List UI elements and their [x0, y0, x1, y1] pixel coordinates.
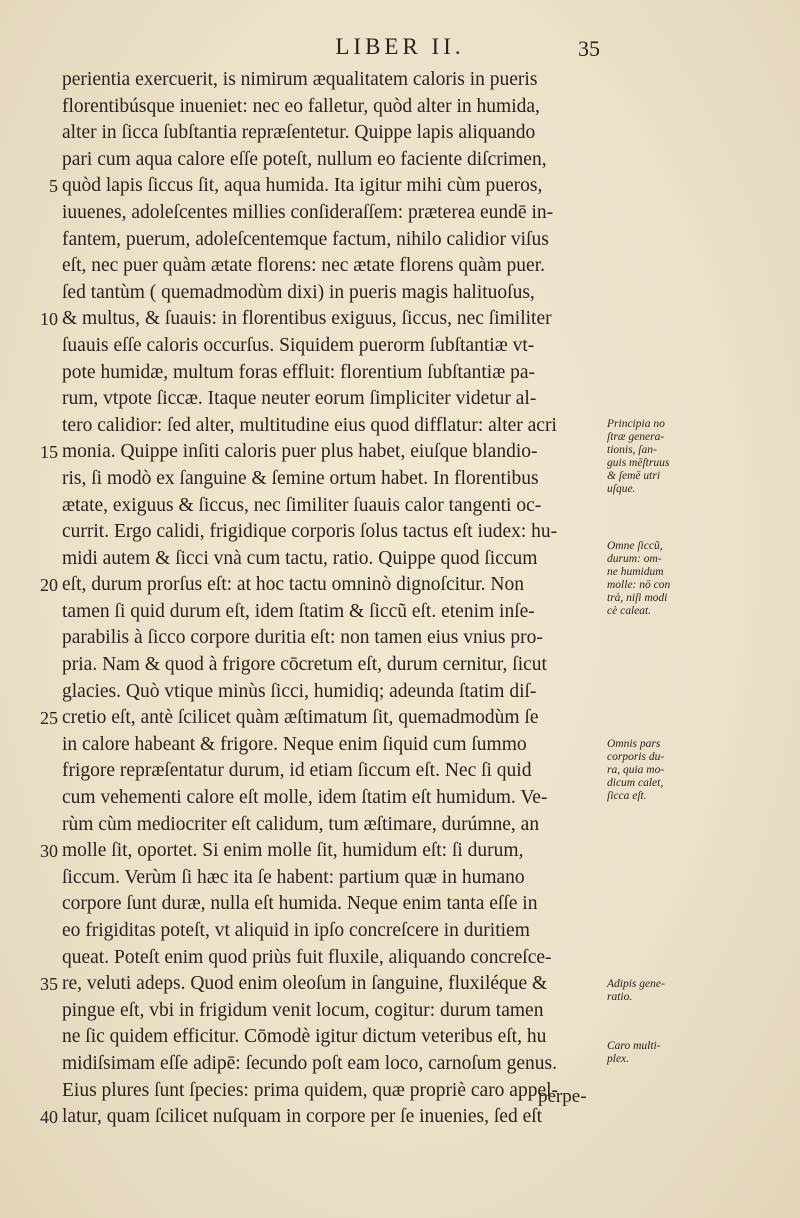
line-text: cum vehementi calore eſt molle, idem ſtatim eſt humidum. Ve-: [62, 787, 548, 809]
line-text: pote humidæ, multum foras effluit: florentium ſubſtantiæ pa-: [62, 361, 535, 383]
text-line: [62, 466, 602, 493]
margin-note: Omnis pars corporis du- ra, quia mo- dicum calet, ſicca eſt.: [607, 738, 665, 802]
line-text: corpore ſunt duræ, nulla eſt humida. Neque enim tanta eſſe in: [62, 893, 538, 915]
text-line: [62, 386, 602, 413]
page-number: 35: [578, 36, 600, 61]
line-text: alter in ſicca ſubſtantia repræſentetur. Quippe lapis aliquando: [62, 122, 536, 144]
text-line: [62, 998, 602, 1025]
line-number: 40: [40, 1107, 58, 1128]
text-line: [62, 67, 602, 94]
line-text: re, veluti adeps. Quod enim oleoſum in ſanguine, fluxiléque &: [62, 973, 548, 995]
line-number: 10: [40, 309, 58, 330]
line-text: pria. Nam & quod à frigore cōcretum eſt, durum cernitur, ſicut: [62, 654, 547, 676]
line-text: rùm cùm mediocriter eſt calidum, tum æſtimare, durúmne, an: [62, 813, 540, 835]
line-text: eſt, durum prorſus eſt: at hoc tactu omninò dignoſcitur. Non: [62, 574, 524, 596]
text-line: [62, 1024, 602, 1051]
text-line: [62, 147, 602, 174]
catchword: perpe-: [538, 1086, 587, 1107]
line-text: quòd lapis ſiccus ſit, aqua humida. Ita igitur mihi cùm pueros,: [62, 175, 543, 197]
line-text: ſuauis eſſe caloris occurſus. Siquidem puerorm ſubſtantiæ vt-: [62, 334, 535, 356]
text-line: [62, 785, 602, 812]
line-text: queat. Poteſt enim quod priùs fuit fluxile, aliquando concreſce-: [62, 946, 552, 968]
text-line: [62, 599, 602, 626]
line-number: 25: [40, 708, 58, 729]
line-number: 30: [40, 841, 58, 862]
text-line: [62, 679, 602, 706]
line-text: tero calidior: ſed alter, multitudine eius quod difflatur: alter acri: [62, 414, 557, 436]
line-number: 35: [40, 974, 58, 995]
text-line: [62, 253, 602, 280]
line-text: eſt, nec puer quàm ætate florens: nec ætate florens quàm puer.: [62, 255, 545, 277]
text-line: [62, 865, 602, 892]
text-line: [62, 625, 602, 652]
text-line: [62, 227, 602, 254]
text-line: [40, 1104, 602, 1131]
line-text: & multus, & ſuauis: in florentibus exiguus, ſiccus, nec ſimiliter: [62, 308, 552, 330]
line-text: ris, ſi modò ex ſanguine & ſemine ortum habet. In florentibus: [62, 467, 539, 489]
line-text: eo frigiditas poteſt, vt aliquid in ipſo concreſcere in duritiem: [62, 920, 530, 941]
line-text: monia. Quippe inſiti caloris puer plus habet, eiuſque blandio-: [62, 441, 538, 463]
line-text: fantem, puerum, adoleſcentemque factum, nihilo calidior viſus: [62, 228, 549, 250]
line-text: parabilis à ſicco corpore duritia eſt: non tamen eius vnius pro-: [62, 627, 543, 649]
line-text: glacies. Quò vtique minùs ſicci, humidiq; adeunda ſtatim diſ-: [62, 680, 537, 702]
line-text: molle ſit, oportet. Si enim molle ſit, humidum eſt: ſi durum,: [62, 840, 524, 862]
text-line: [62, 1051, 602, 1078]
text-line: [40, 705, 602, 732]
text-line: [40, 439, 602, 466]
main-text: [40, 67, 602, 1131]
margin-note: Omne ſiccũ, durum: om- ne humidum molle: nō con trà, niſi modi cè caleat.: [607, 540, 671, 617]
line-text: frigore repræſentatur durum, id etiam ſiccum eſt. Nec ſi quid: [62, 760, 532, 782]
text-line: [62, 891, 602, 918]
text-line: [40, 572, 602, 599]
text-line: [62, 200, 602, 227]
text-line: [40, 971, 602, 998]
line-text: ætate, exiguus & ſiccus, nec ſimiliter ſuauis calor tangenti oc-: [62, 494, 542, 516]
line-text: iuuenes, adoleſcentes millies conſideraſſem: præterea eundē in-: [62, 201, 554, 223]
text-line: [62, 413, 602, 440]
line-text: pari cum aqua calore eſſe poteſt, nullum eo faciente diſcrimen,: [62, 148, 547, 170]
text-line: [62, 519, 602, 546]
text-line: [62, 94, 602, 121]
running-head: LIBER II.: [335, 34, 465, 59]
text-line: [62, 333, 602, 360]
margin-note: Caro multi- plex.: [607, 1040, 661, 1065]
text-line: [62, 732, 602, 759]
line-text: latur, quam ſcilicet nuſquam in corpore per ſe inuenies, ſed eſt: [62, 1106, 543, 1128]
line-text: in calore habeant & frigore. Neque enim ſiquid cum ſummo: [62, 733, 527, 755]
line-text: currit. Ergo calidi, frigidique corporis ſolus tactus eſt iudex: hu-: [62, 521, 558, 543]
text-line: [62, 758, 602, 785]
line-text: rum, vtpote ſiccæ. Itaque neuter eorum ſimpliciter videtur al-: [62, 388, 537, 410]
text-line: [40, 306, 602, 333]
text-line: [49, 173, 602, 200]
text-line: [62, 280, 602, 307]
text-line: [40, 838, 602, 865]
line-number: 5: [49, 176, 58, 197]
text-line: [62, 546, 602, 573]
line-text: perientia exercuerit, is nimirum æqualitatem caloris in pueris: [62, 69, 538, 90]
text-line: [62, 918, 602, 945]
margin-note: Principia no ſtræ genera- tionis, ſan- guis mēſtruus & ſemē utri uſque.: [607, 418, 670, 495]
page-header: [0, 34, 800, 64]
line-text: midiſsimam eſſe adipē: ſecundo poſt eam loco, carnoſum genus.: [62, 1052, 557, 1074]
line-text: midi autem & ſicci vnà cum tactu, ratio. Quippe quod ſiccum: [62, 547, 538, 569]
line-number: 20: [40, 575, 58, 596]
text-line: [62, 493, 602, 520]
line-number: 15: [40, 442, 58, 463]
margin-note: Adipis gene- ratio.: [607, 978, 665, 1003]
line-text: tamen ſi quid durum eſt, idem ſtatim & ſiccũ eſt. etenim inſe-: [62, 600, 535, 622]
text-line: [62, 360, 602, 387]
line-text: Eius plures ſunt ſpecies: prima quidem, quæ propriè caro appel-: [62, 1079, 559, 1101]
text-line: [62, 945, 602, 972]
line-text: ſiccum. Verùm ſi hæc ita ſe habent: partium quæ in humano: [62, 866, 525, 888]
line-text: florentibúsque inueniet: nec eo falletur, quòd alter in humida,: [62, 95, 540, 117]
text-line: [62, 1078, 602, 1105]
text-line: [62, 120, 602, 147]
text-line: [62, 812, 602, 839]
line-text: pingue eſt, vbi in frigidum venit locum, cogitur: durum tamen: [62, 999, 544, 1021]
line-text: ne ſic quidem efficitur. Cōmodè igitur dictum veteribus eſt, hu: [62, 1026, 547, 1048]
line-text: ſed tantùm ( quemadmodùm dixi) in pueris magis halituoſus,: [62, 281, 535, 303]
line-text: cretio eſt, antè ſcilicet quàm æſtimatum ſit, quemadmodùm ſe: [62, 707, 539, 729]
text-line: [62, 652, 602, 679]
